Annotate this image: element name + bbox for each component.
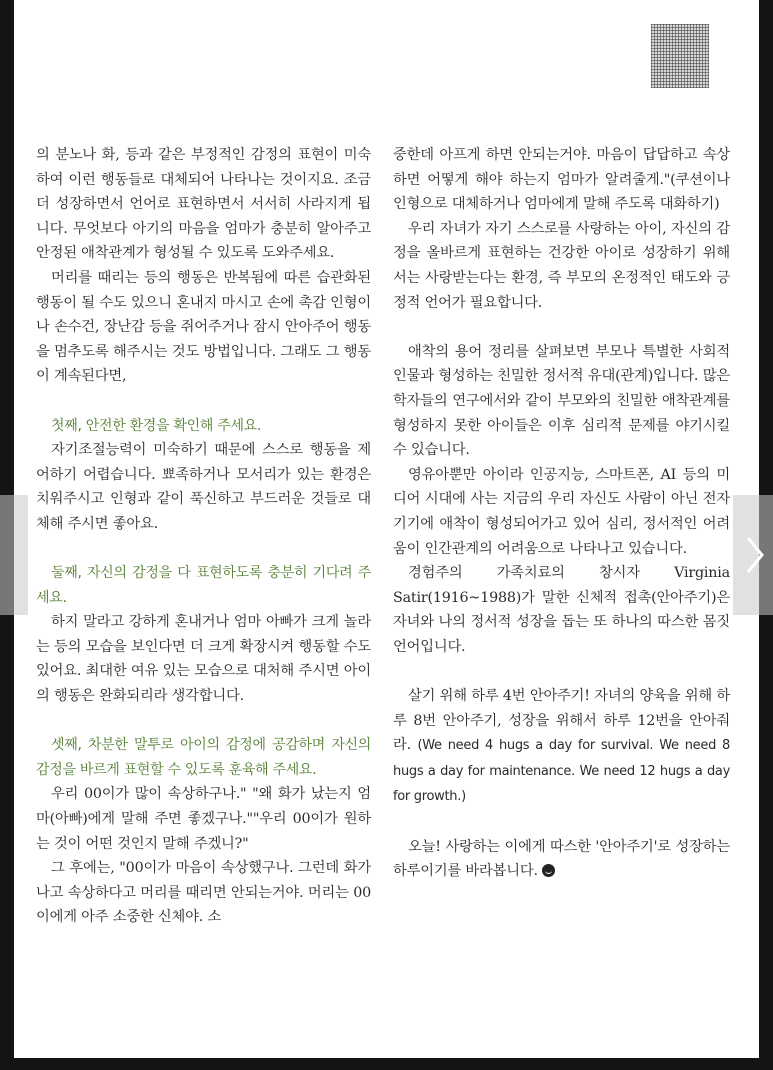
right-paragraph-7	[393, 835, 730, 884]
right-paragraph-5: 경험주의 가족치료의 창시자 Virginia Satir(1916~1988)가 말한 신체적 접촉(안아주기)은 자녀와 나의 정서적 성장을 돕는 또 하나의 따스한 몸짓 언어입니다.	[393, 565, 730, 655]
right-paragraph-3: 애착의 용어 정리를 살펴보면 부모나 특별한 사회적 인물과 형성하는 친밀한 정서적 유대(관계)입니다. 많은 학자들의 연구에서와 같이 부모와의 친밀한 애착관계를 형성하지 못한 아이들은 이후 심리적 문제를 야기시킬 수 있습니다.	[393, 343, 730, 459]
right-column	[393, 143, 730, 884]
left-paragraph-4: 하지 말라고 강하게 혼내거나 엄마 아빠가 크게 놀라는 등의 모습을 보인다면 더 크게 확장시켜 행동할 수도 있어요. 최대한 여유 있는 모습으로 대처해 주시면 아이의 행동은 완화되리라 생각합니다.	[36, 614, 371, 705]
section-heading-2: 둘째, 자신의 감정을 다 표현하도록 충분히 기다려 주세요.	[36, 565, 371, 606]
left-column	[36, 143, 371, 930]
left-paragraph-1: 의 분노나 화, 등과 같은 부정적인 감정의 표현이 미숙하여 이런 행동들로 대체되어 나타나는 것이지요. 조금 더 성장하면서 언어로 표현하면서 서서히 사라지게 됩니다. 무엇보다 아기의 마음을 엄마가 충분히 알아주고 안정된 애착관계가 형성될 수 있도록 도와주세요.	[36, 147, 371, 262]
left-paragraph-2: 머리를 때리는 등의 행동은 반복됨에 따른 습관화된 행동이 될 수도 있으니 혼내지 마시고 손에 촉감 인형이나 손수건, 장난감 등을 쥐어주거나 잠시 안아주어 행동을 멈추도록 해주시는 것도 방법입니다. 그래도 그 행동이 계속된다면,	[36, 269, 371, 385]
left-paragraph-5: 우리 00이가 많이 속상하구나." "왜 화가 났는지 엄마(아빠)에게 말해 주면 좋겠구나.""우리 00이가 원하는 것이 어떤 것인지 말해 주겠니?"	[36, 786, 371, 852]
section-heading-3: 셋째, 차분한 말투로 아이의 감정에 공감하며 자신의 감정을 바르게 표현할 수 있도록 훈육해 주세요.	[36, 737, 371, 778]
chevron-right-icon	[745, 535, 765, 575]
hug-quote-korean: 살기 위해 하루 4번 안아주기! 자녀의 양육을 위해 하루 8번 안아주기, 성장을 위해서 하루 12번을 안아줘라.	[393, 688, 730, 754]
left-paragraph-6: 그 후에는, "00이가 마음이 속상했구나. 그런데 화가 나고 속상하다고 머리를 때리면 안되는거야. 머리는 00이에게 아주 소중한 신체야. 소	[36, 860, 371, 926]
previous-page-area[interactable]	[0, 495, 28, 615]
right-paragraph-6	[393, 684, 730, 810]
right-paragraph-2: 우리 자녀가 자기 스스로를 사랑하는 아이, 자신의 감정을 올바르게 표현하는 건강한 아이로 성장하기 위해서는 사랑받는다는 환경, 즉 부모의 온정적인 태도와 긍정적 언어가 필요합니다.	[393, 220, 730, 311]
closing-text: 오늘! 사랑하는 이에게 따스한 '안아주기'로 성장하는 하루이기를 바라봅니다.	[393, 838, 730, 880]
section-heading-1: 첫째, 안전한 환경을 확인해 주세요.	[51, 417, 262, 434]
next-page-button[interactable]	[733, 495, 773, 615]
right-paragraph-4: 영유아뿐만 아이라 인공지능, 스마트폰, AI 등의 미디어 시대에 사는 지금의 우리 자신도 사람이 아닌 전자기기에 애착이 형성되어가고 있어 심리, 정서적인 어려움이 인간관계의 어려움으로 나타나고 있습니다.	[393, 466, 730, 557]
qr-code-icon	[651, 24, 709, 88]
left-paragraph-3: 자기조절능력이 미숙하기 때문에 스스로 행동을 제어하기 어렵습니다. 뾰족하거나 모서리가 있는 환경은 치워주시고 인형과 같이 푹신하고 부드러운 것들로 대체해 주시면 좋아요.	[36, 442, 371, 532]
smiley-face-icon	[542, 864, 555, 877]
right-paragraph-1: 중한데 아프게 하면 안되는거야. 마음이 답답하고 속상하면 어떻게 해야 하는지 엄마가 알려줄게."(쿠션이나 인형으로 대체하거나 엄마에게 말해 주도록 대화하기)	[393, 147, 730, 213]
hug-quote-english: (We need 4 hugs a day for survival. We need 8 hugs a day for maintenance. We need 12 hugs a day for growth.)	[393, 738, 730, 805]
